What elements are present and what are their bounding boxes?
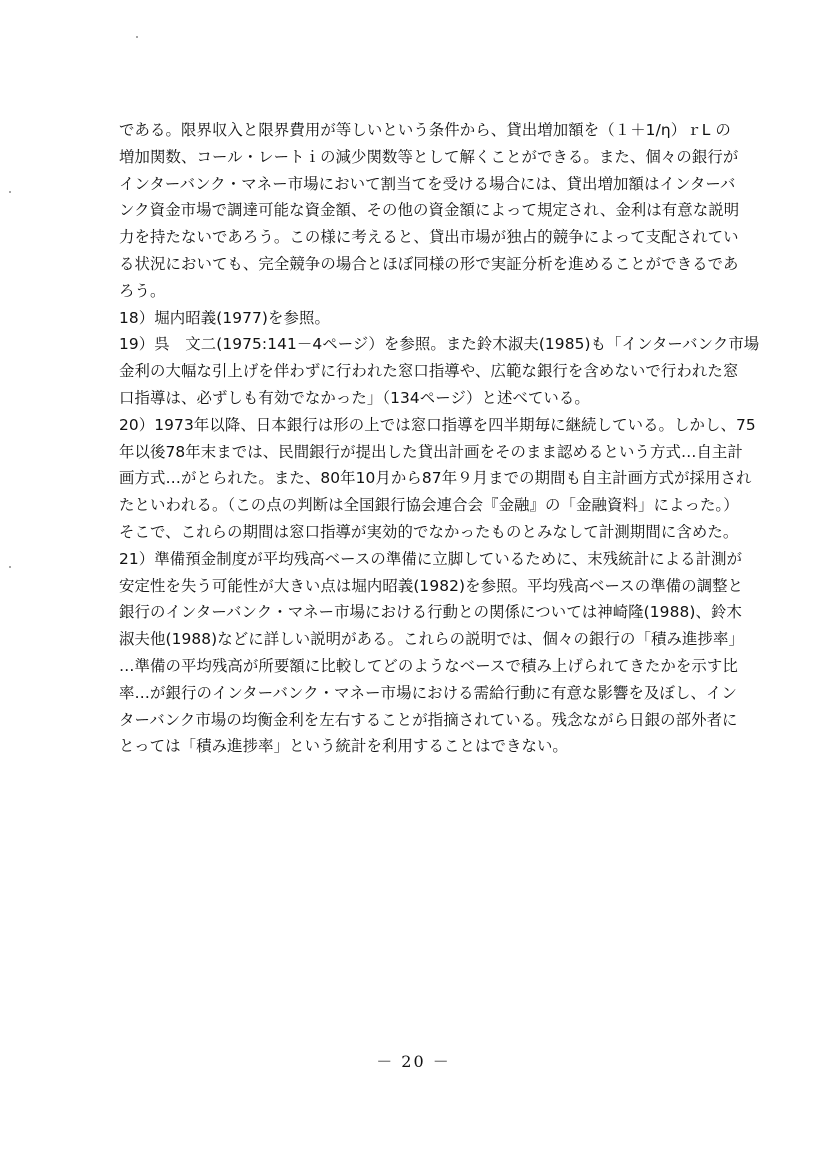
text-line: 口指導は、必ずしも有効でなかった」（134ページ）と述べている。 [119, 388, 590, 407]
scan-speck [9, 191, 11, 193]
text-line: 画方式…がとられた。また、80年10月から87年９月までの期間も自主計画方式が採用され [119, 469, 752, 488]
page-number: － 20 － [376, 1052, 451, 1071]
text-line: ンク資金市場で調達可能な資金額、その他の資金額によって規定され、金利は有意な説明 [119, 201, 740, 220]
scan-speck [136, 36, 138, 38]
text-line: ターバンク市場の均衡金利を左右することが指摘されている。残念ながら日銀の部外者に [119, 710, 738, 729]
text-line: 銀行のインターバンク・マネー市場における行動との関係については神崎隆(1988)、鈴木 [119, 603, 742, 622]
text-line: インターバンク・マネー市場において割当てを受ける場合には、貸出増加額はインターバ [119, 174, 736, 193]
body-text [119, 117, 760, 760]
text-line: ろう。 [119, 281, 166, 300]
text-line: 安定性を失う可能性が大きい点は堀内昭義(1982)を参照。平均残高ベースの準備の調整と [119, 576, 744, 595]
text-line: そこで、これらの期間は窓口指導が実効的でなかったものとみなして計測期間に含めた。 [119, 522, 739, 541]
text-line: 年以後78年末までは、民間銀行が提出した貸出計画をそのまま認めるという方式…自主計 [119, 442, 743, 461]
text-line: とっては「積み進捗率」という統計を利用することはできない。 [119, 737, 568, 756]
text-line: 淑夫他(1988)などに詳しい説明がある。これらの説明では、個々の銀行の「積み進捗率」 [119, 630, 744, 649]
footnote-19: 19）呉 文二(1975:141－4ページ）を参照。また鈴木淑夫(1985)も「インターバンク市場 [119, 335, 760, 354]
footnote-20: 20）1973年以降、日本銀行は形の上では窓口指導を四半期毎に継続している。しかし、75 [119, 415, 756, 434]
text-line: たといわれる。（この点の判断は全国銀行協会連合会『金融』の「金融資料」によった。） [119, 496, 739, 515]
scan-speck [9, 566, 11, 568]
text-line: 金利の大幅な引上げを伴わずに行われた窓口指導や、広範な銀行を含めないで行われた窓 [119, 362, 739, 381]
text-line: 力を持たないであろう。この様に考えると、貸出市場が独占的競争によって支配されてい [119, 228, 739, 247]
footnote-18: 18）堀内昭義(1977)を参照。 [119, 308, 330, 327]
text-line: る状況においても、完全競争の場合とほぼ同様の形で実証分析を進めることができるであ [119, 254, 739, 273]
text-line: 率…が銀行のインターバンク・マネー市場における需給行動に有意な影響を及ぼし、イン [119, 683, 737, 702]
text-line: である。限界収入と限界費用が等しいという条件から、貸出増加額を（１＋1/η）ｒL の [119, 121, 731, 139]
text-line: 増加関数、コール・レートｉの減少関数等として解くことができる。また、個々の銀行が [119, 147, 739, 166]
footnote-21: 21）準備預金制度が平均残高ベースの準備に立脚しているために、末残統計による計測が [119, 549, 743, 568]
text-line: …準備の平均残高が所要額に比較してどのようなベースで積み上げられてきたかを示す比 [119, 656, 738, 675]
